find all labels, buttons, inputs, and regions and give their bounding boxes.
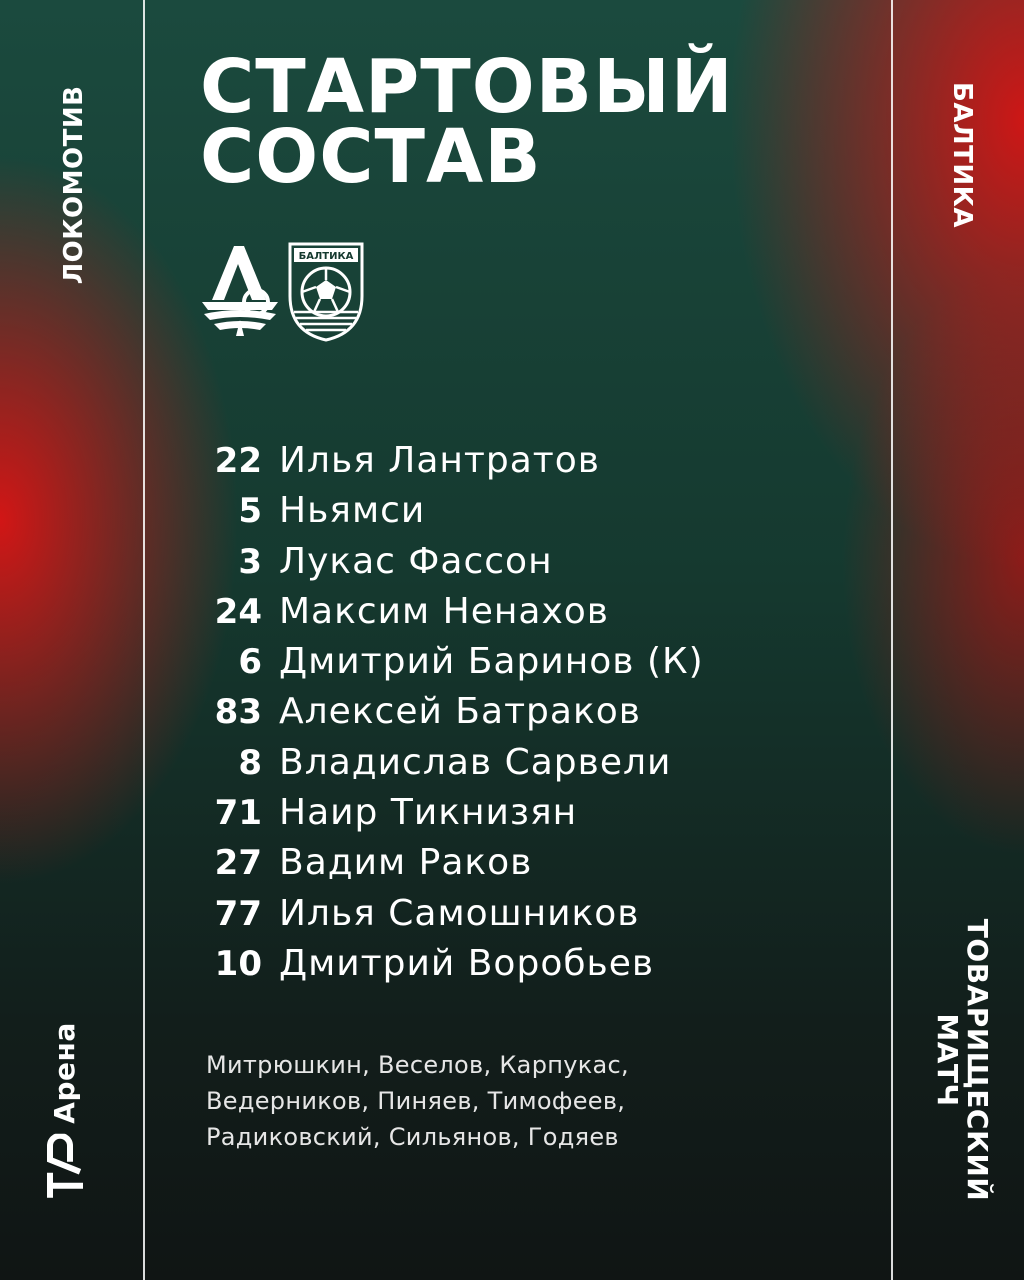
list-item [200, 641, 704, 691]
player-name: Дмитрий Воробьев [279, 942, 655, 984]
player-number: 22 [214, 441, 262, 481]
list-item [200, 440, 704, 490]
starting-lineup-list [200, 440, 704, 993]
player-number: 10 [214, 943, 262, 984]
list-item [200, 943, 704, 993]
baltika-crest-text: БАЛТИКА [298, 251, 354, 262]
player-number: 27 [214, 843, 262, 884]
match-type-line2: МАТЧ [931, 1013, 964, 1107]
page-title [200, 44, 734, 200]
list-item [200, 691, 704, 741]
player-number: 77 [214, 893, 262, 934]
player-number: 71 [214, 793, 262, 834]
list-item [200, 742, 704, 792]
home-team-label: ЛОКОМОТИВ [59, 85, 89, 285]
player-number: 6 [238, 642, 262, 683]
list-item [200, 490, 704, 540]
list-item [200, 792, 704, 842]
substitutes-line: Митрюшкин, Веселов, Карпукас, [206, 1051, 629, 1079]
substitutes-line: Радиковский, Сильянов, Годяев [206, 1123, 619, 1151]
list-item [200, 541, 704, 591]
player-name: Илья Лантратов [279, 440, 601, 481]
player-number: 24 [214, 591, 262, 632]
list-item [200, 893, 704, 943]
match-type-line1: ТОВАРИЩЕСКИЙ [961, 918, 994, 1202]
list-item [200, 842, 704, 892]
list-item [200, 591, 704, 641]
left-divider-line [143, 0, 145, 1280]
player-name: Максим Ненахов [279, 590, 610, 632]
player-number: 3 [238, 541, 262, 582]
substitutes-line: Ведерников, Пиняев, Тимофеев, [206, 1087, 626, 1115]
player-name: Лукас Фассон [279, 540, 553, 582]
rzd-logo-icon [44, 1134, 84, 1198]
player-name: Наир Тикнизян [279, 792, 578, 834]
baltika-crest-icon [284, 240, 368, 342]
player-number: 8 [238, 742, 262, 783]
player-name: Илья Самошников [279, 892, 640, 934]
player-name: Алексей Батраков [279, 691, 641, 733]
venue-name: Арена [47, 1022, 81, 1124]
player-name: Вадим Раков [279, 842, 533, 884]
player-name: Владислав Сарвели [279, 741, 672, 783]
venue-logo [44, 1022, 84, 1197]
player-number: 83 [214, 692, 262, 733]
player-name: Ньямси [279, 490, 426, 532]
player-number: 5 [238, 491, 262, 532]
away-team-label: БАЛТИКА [947, 82, 977, 228]
title-line1: СТАРТОВЫЙ [200, 44, 734, 130]
substitutes-list [206, 1047, 766, 1155]
player-name: Дмитрий Баринов (К) [279, 641, 704, 683]
lokomotiv-crest-icon [200, 240, 280, 340]
match-type-label [932, 919, 992, 1201]
team-crests [200, 240, 368, 342]
right-divider-line [891, 0, 893, 1280]
title-line2: СОСТАВ [200, 114, 542, 200]
